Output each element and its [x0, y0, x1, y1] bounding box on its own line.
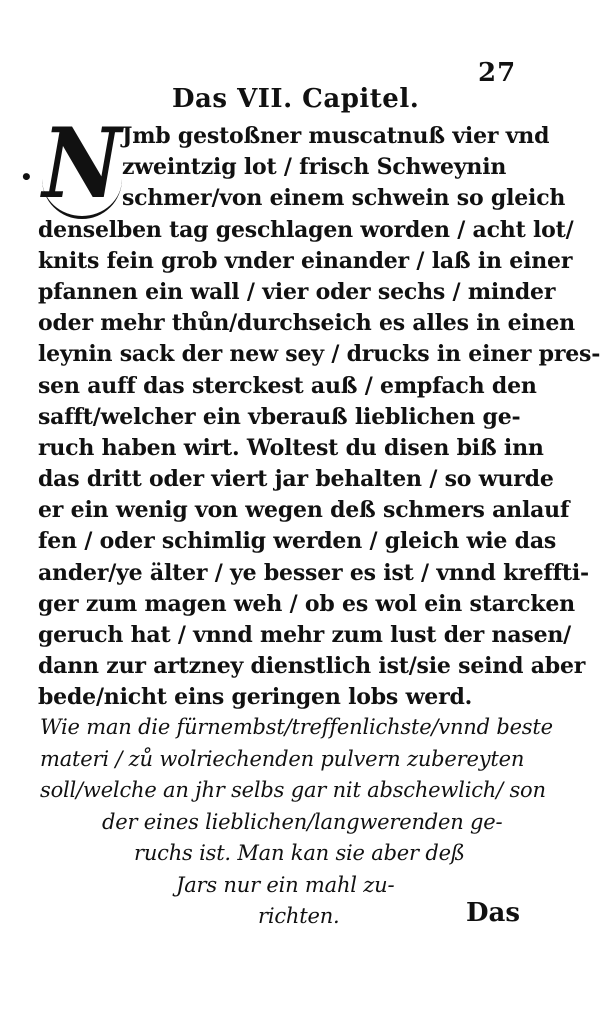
text-line: Jmb gestoßner muscatnuß vier vnd — [122, 123, 550, 149]
heading-line: ruchs ist. Man kan sie aber deß — [134, 841, 465, 865]
heading-line: soll/welche an jhr selbs gar nit abschewlich/ son — [40, 778, 546, 802]
page-number: 27 — [478, 58, 517, 88]
text-line: dann zur artzney dienstlich ist/sie seind aber — [38, 653, 586, 680]
text-line: er ein wenig von wegen deß schmers anlauf — [38, 497, 570, 524]
margin-dot-mark: • — [20, 165, 33, 189]
text-line: ander/ye älter / ye besser es ist / vnnd kreffti- — [38, 559, 589, 586]
chapter-body-text — [38, 121, 600, 714]
text-line: bede/nicht eins geringen lobs werd. — [38, 684, 473, 711]
running-head: Das VII. Capitel. — [172, 84, 420, 114]
text-line: denselben tag geschlagen worden / acht lot/ — [38, 216, 574, 243]
catchword: Das — [466, 898, 521, 928]
text-line: zweintzig lot / frisch Schweynin — [122, 154, 507, 181]
heading-line: Wie man die fürnembst/treffenlichste/vnnd beste — [40, 715, 553, 739]
text-line: leynin sack der new sey / drucks in einer pres- — [38, 341, 600, 368]
text-line: ger zum magen weh / ob es wol ein starcken — [38, 590, 575, 617]
text-line: pfannen ein wall / vier oder sechs / minder — [38, 278, 556, 305]
text-line: sen auff das sterckest auß / empfach den — [38, 372, 537, 399]
text-line: schmer/von einem schwein so gleich — [122, 185, 566, 212]
section-heading — [40, 712, 553, 933]
heading-line: Jars nur ein mahl zu- — [176, 872, 395, 897]
heading-line: materi / zů wolriechenden pulvern zubereyten — [40, 746, 525, 771]
heading-line: der eines lieblichen/langwerenden ge- — [102, 809, 503, 834]
text-line: das dritt oder viert jar behalten / so wurde — [38, 466, 554, 493]
text-line: knits fein grob vnder einander / laß in einer — [38, 247, 573, 274]
initial-letter: N — [42, 107, 122, 220]
text-line: safft/welcher ein vberauß lieblichen ge- — [38, 403, 521, 430]
text-line: geruch hat / vnnd mehr zum lust der nasen/ — [38, 622, 571, 648]
text-line: fen / oder schimlig werden / gleich wie das — [38, 528, 557, 555]
heading-line: richten. — [258, 904, 340, 928]
text-line: ruch haben wirt. Woltest du disen biß inn — [38, 434, 544, 461]
text-line: oder mehr thůn/durchseich es alles in einen — [38, 310, 575, 337]
